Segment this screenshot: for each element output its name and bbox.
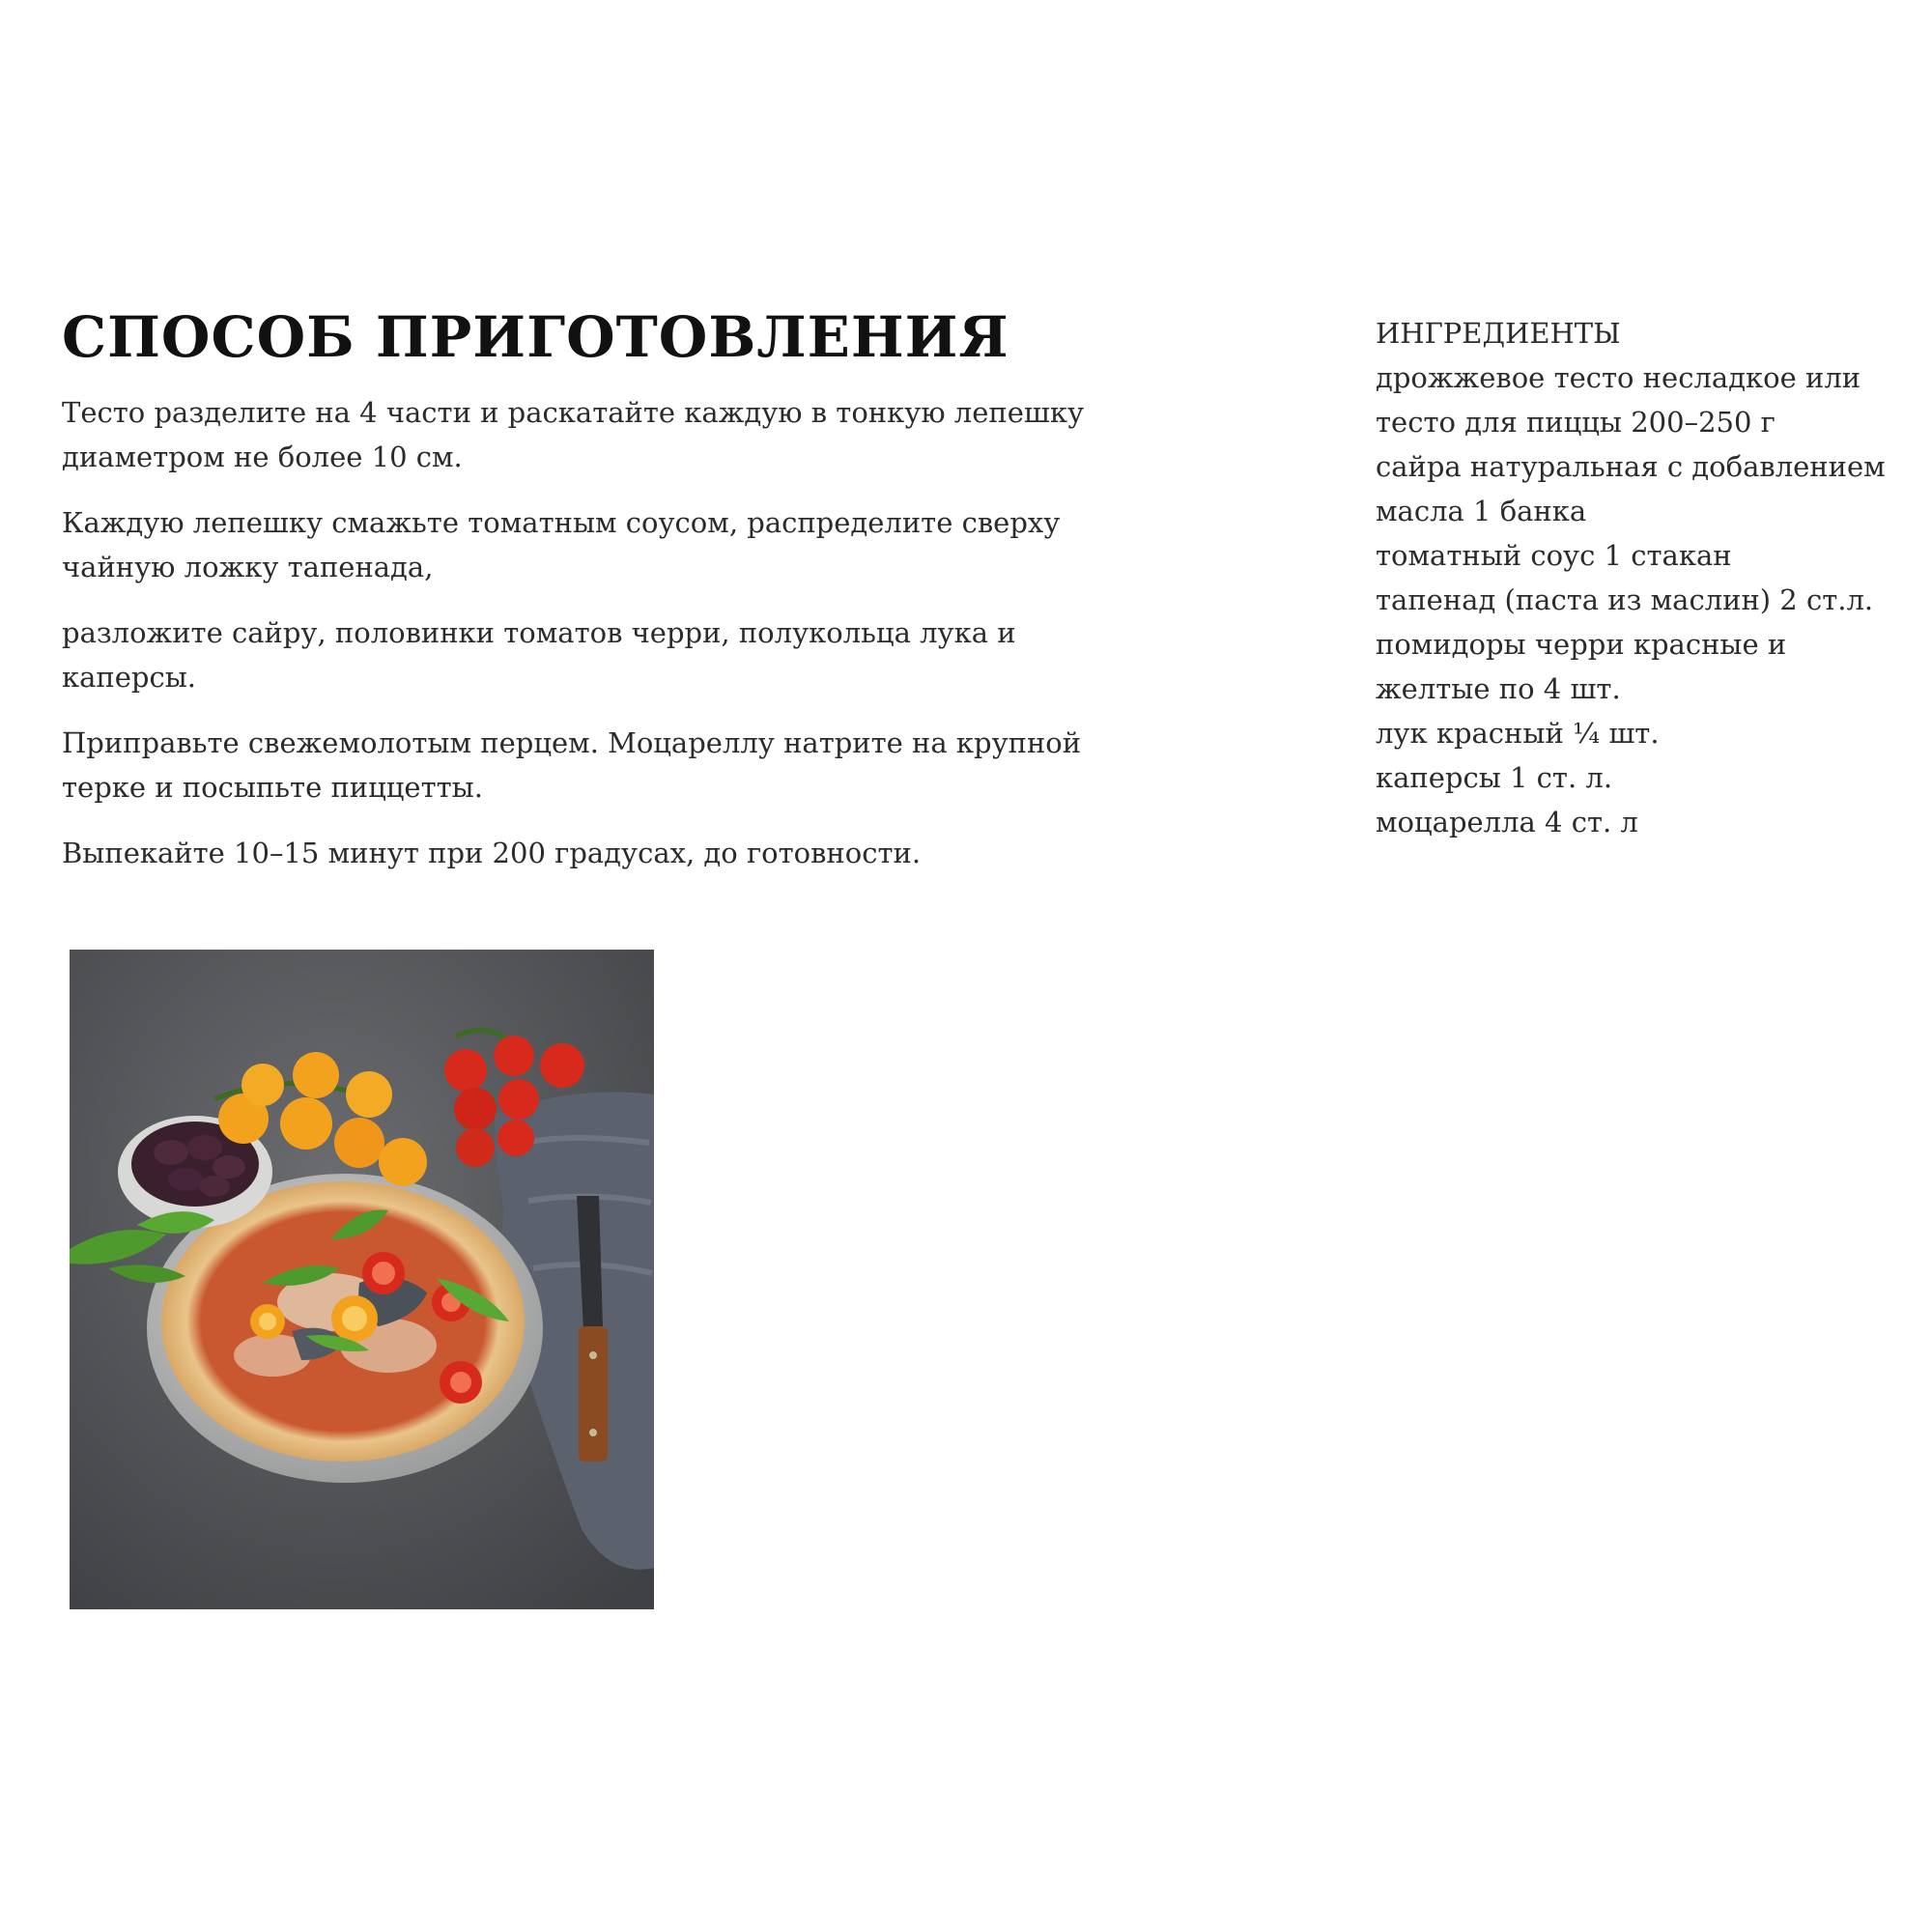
yellow-cherry-tomato (379, 1138, 427, 1186)
method-paragraph-5 (62, 831, 1105, 875)
ingredient-line: томатный соус 1 стакан (1376, 539, 1732, 572)
ingredient-line: сайра натуральная с добавлением (1376, 450, 1886, 483)
olive (187, 1135, 222, 1160)
red-cherry-tomato (456, 1128, 495, 1167)
ingredient-line: тапенад (паста из маслин) 2 ст.л. (1376, 583, 1874, 616)
yellow-cherry-tomato (334, 1118, 384, 1168)
ingredient-line: лук красный ¼ шт. (1376, 717, 1660, 750)
knife-handle (579, 1326, 608, 1462)
method-title: СПОСОБ ПРИГОТОВЛЕНИЯ (62, 304, 1009, 370)
method-line: Выпекайте 10–15 минут при 200 градусах, до готовности. (62, 836, 922, 869)
red-cherry-tomato (494, 1036, 534, 1076)
red-cherry-tomato (498, 1079, 539, 1120)
ingredient-line: масла 1 банка (1376, 495, 1587, 527)
ingredient-line: дрожжевое тесто несладкое или (1376, 361, 1861, 394)
olive (199, 1176, 230, 1197)
ingredient-line: каперсы 1 ст. л. (1376, 761, 1613, 794)
olive (154, 1140, 188, 1165)
method-line: каперсы. (62, 660, 197, 694)
ingredient-line: желтые по 4 шт. (1376, 672, 1621, 705)
red-cherry-tomato (540, 1043, 584, 1088)
ingredients-section (1376, 311, 1917, 844)
method-line: разложите сайру, половинки томатов черри, полукольца лука и (62, 615, 1016, 649)
yellow-cherry-tomato (280, 1097, 332, 1150)
method-paragraph-2 (62, 500, 1105, 589)
method-paragraph-4 (62, 721, 1105, 810)
method-line: чайную ложку тапенада, (62, 550, 434, 583)
method-line: Каждую лепешку смажьте томатным соусом, распределите сверху (62, 505, 1061, 539)
red-cherry-tomato (444, 1049, 487, 1092)
red-cherry-tomato (497, 1120, 534, 1156)
method-paragraph-1 (62, 390, 1105, 479)
ingredients-title: ИНГРЕДИЕНТЫ (1376, 317, 1621, 350)
method-line: Тесто разделите на 4 части и раскатайте каждую в тонкую лепешку (62, 395, 1085, 429)
yellow-cherry-tomato (242, 1064, 284, 1106)
pizza-illustration (70, 950, 654, 1609)
red-cherry-tomato (454, 1088, 497, 1130)
yellow-cherry-tomato (293, 1052, 339, 1098)
method-paragraph-3 (62, 611, 1105, 699)
yellow-cherry-tomato (346, 1071, 392, 1118)
ingredient-line: помидоры черри красные и (1376, 628, 1787, 661)
ingredient-line: тесто для пиццы 200–250 г (1376, 406, 1776, 439)
olive (168, 1168, 203, 1191)
ingredient-line: моцарелла 4 ст. л (1376, 806, 1638, 838)
method-section (62, 304, 1105, 896)
method-line: диаметром не более 10 см. (62, 440, 463, 473)
method-line: терке и посыпьте пиццетты. (62, 770, 483, 804)
pizza-photo (70, 950, 654, 1609)
method-line: Приправьте свежемолотым перцем. Моцареллу натрите на крупной (62, 725, 1082, 759)
olive (213, 1155, 245, 1179)
